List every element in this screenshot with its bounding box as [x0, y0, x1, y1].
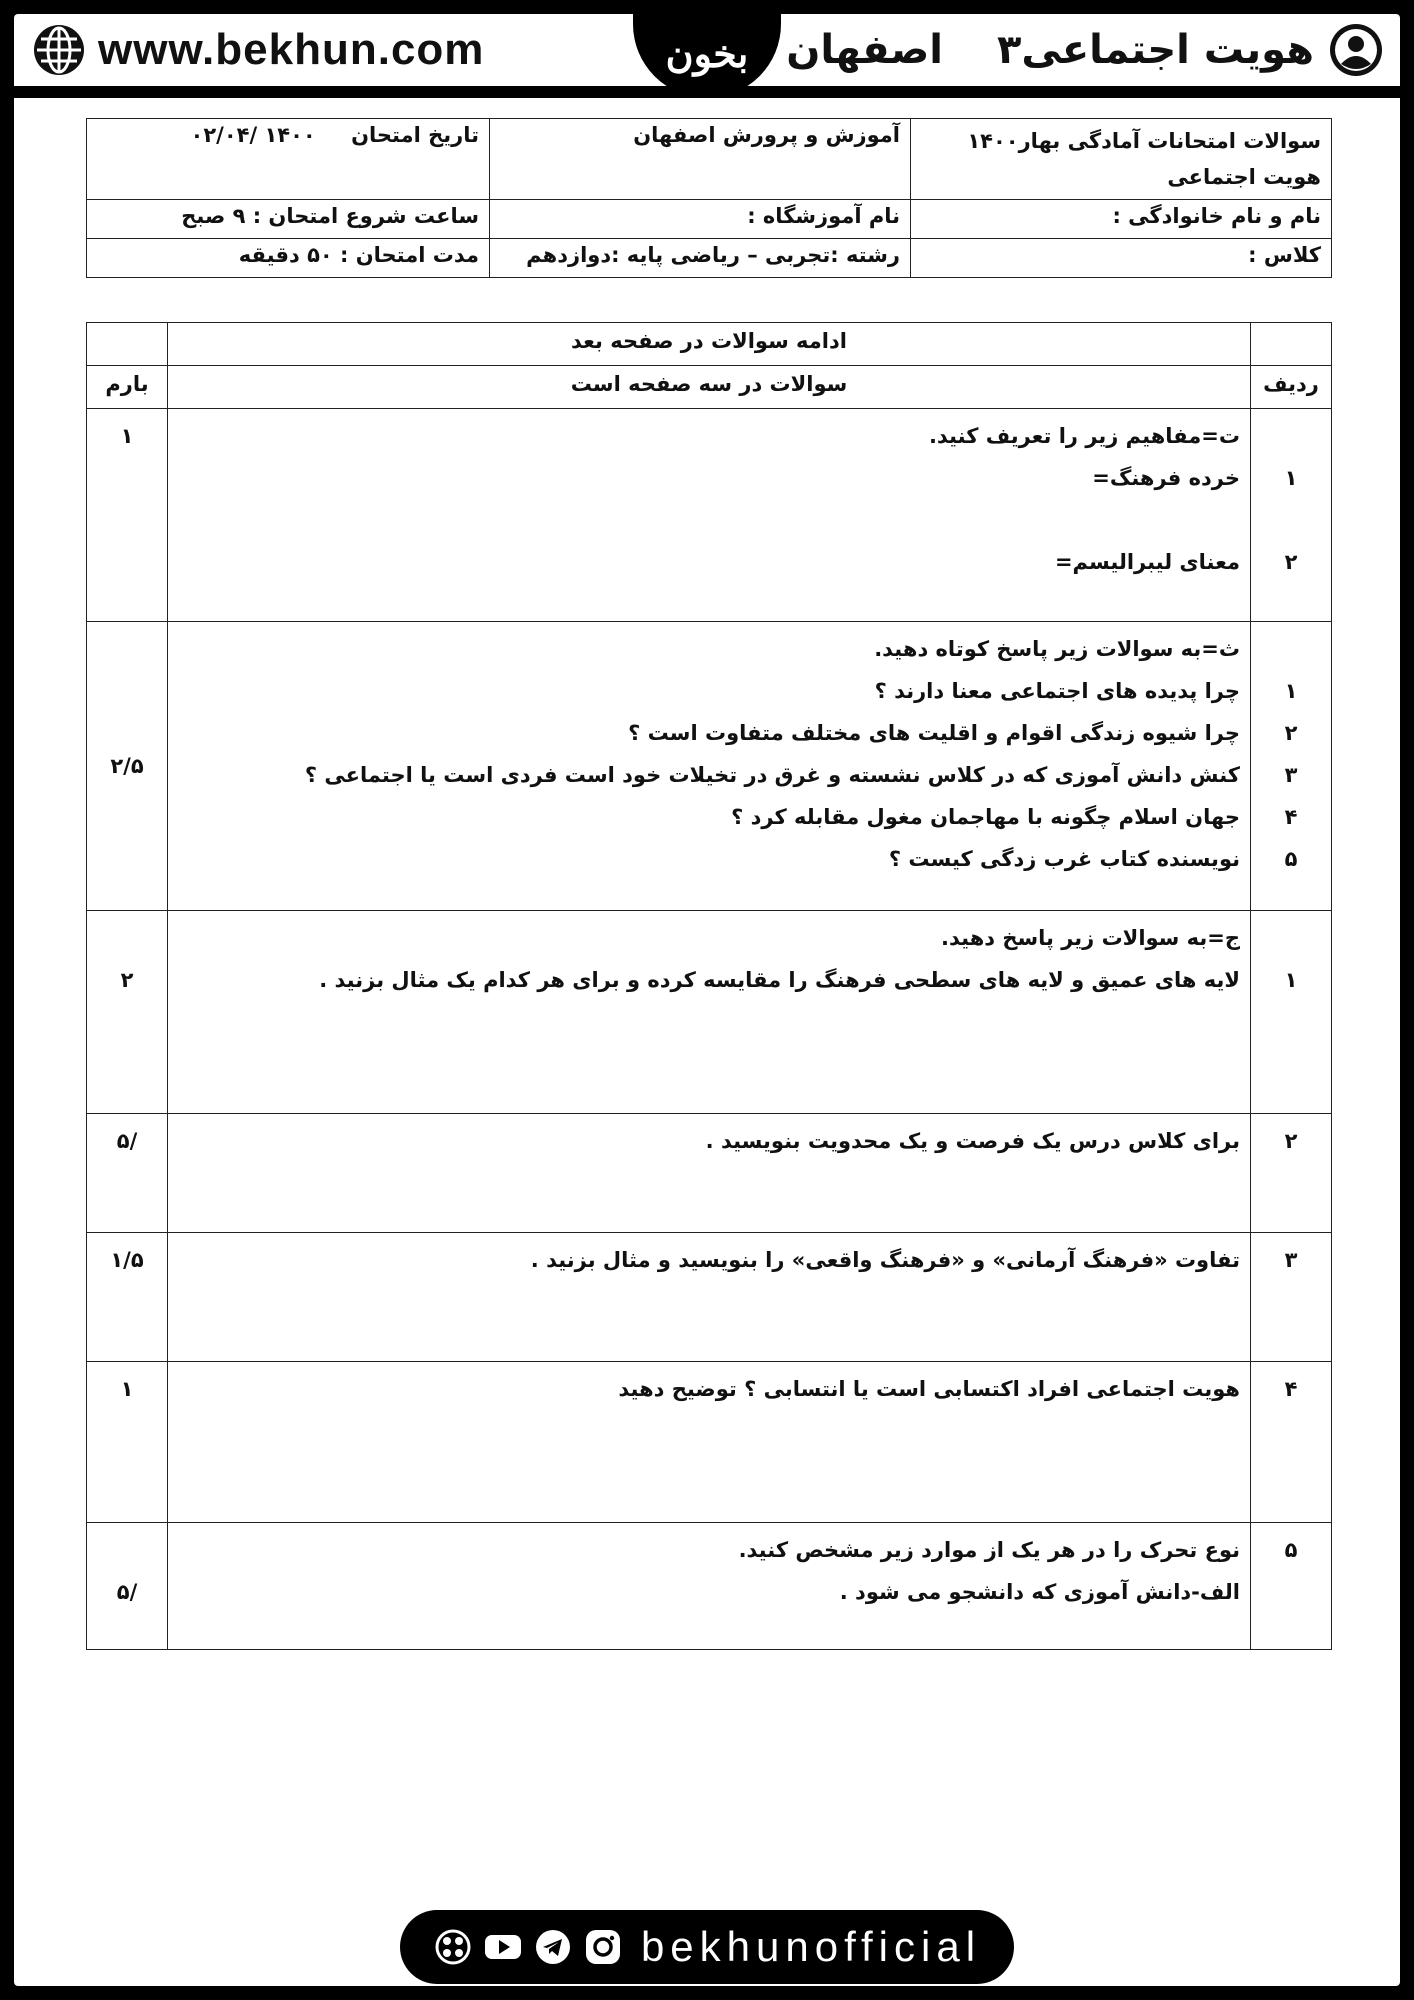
item-number: ۳ [1284, 763, 1298, 787]
question-text: چرا شیوه زندگی اقوام و اقلیت های مختلف متفاوت است ؟ [628, 721, 1240, 745]
question-text: جهان اسلام چگونه با مهاجمان مغول مقابله کرد ؟ [731, 805, 1240, 829]
question-text: تفاوت «فرهنگ آرمانی» و «فرهنگ واقعی» را بنویسید و مثال بزنید . [530, 1248, 1240, 1272]
item-number: ۴ [1284, 1377, 1298, 1401]
social-handle[interactable]: bekhunofficial [640, 1923, 982, 1970]
item-number: ۴ [1284, 805, 1298, 829]
school-cell [490, 200, 911, 239]
score-value: /۵ [116, 1129, 138, 1153]
user-icon [1328, 22, 1384, 78]
exam-page [14, 14, 1400, 1986]
instagram-icon[interactable] [583, 1927, 623, 1967]
social-footer [400, 1910, 1014, 1984]
section-define [87, 409, 1332, 622]
question-row [87, 1114, 1332, 1233]
question-text: کنش دانش آموزی که در کلاس نشسته و غرق در تخیلات خود است فردی است یا اجتماعی ؟ [304, 763, 1240, 787]
next-page-notice: ادامه سوالات در صفحه بعد [168, 323, 1251, 366]
student-name-label: نام و نام خانوادگی : [1112, 204, 1321, 228]
question-row [87, 1523, 1332, 1650]
start-time-cell [87, 200, 490, 239]
question-text: هویت اجتماعی افراد اکتسابی است یا انتسابی ؟ توضیح دهید [618, 1377, 1240, 1401]
globe-icon [32, 23, 86, 77]
question-text: معنای لیبرالیسم= [1054, 550, 1240, 574]
section-long-answer [87, 911, 1332, 1114]
student-name-cell [911, 200, 1332, 239]
subject-title: هویت اجتماعی۳ [996, 27, 1314, 73]
questions-table [86, 322, 1332, 1650]
exam-info-table [86, 118, 1332, 278]
date-value: ۱۴۰۰ /۰۲/۰۴ [190, 123, 316, 147]
exam-title-cell [911, 119, 1332, 200]
telegram-icon[interactable] [533, 1927, 573, 1967]
school-label: نام آموزشگاه : [747, 204, 900, 228]
exam-title: سوالات امتحانات آمادگی بهار۱۴۰۰ [967, 129, 1321, 153]
duration-cell [87, 239, 490, 278]
question-text: نوع تحرک را در هر یک از موارد زیر مشخص کنید. [738, 1538, 1240, 1562]
site-link[interactable] [32, 22, 484, 78]
question-text: چرا پدیده های اجتماعی معنا دارند ؟ [874, 679, 1240, 703]
header-divider [14, 86, 1400, 98]
question-row [87, 1362, 1332, 1523]
col-header-score: بارم [87, 366, 168, 409]
field-cell [490, 239, 911, 278]
score-value: ۱/۵ [110, 1248, 144, 1272]
question-row [87, 1233, 1332, 1362]
org-cell [490, 119, 911, 200]
score-value: ۲ [120, 968, 134, 992]
field-grade: رشته :تجربی – ریاضی پایه :دوازدهم [526, 243, 900, 267]
class-cell [911, 239, 1332, 278]
col-header-questions: سوالات در سه صفحه است [168, 366, 1251, 409]
score-value: /۵ [116, 1580, 138, 1604]
class-label: کلاس : [1248, 243, 1321, 267]
question-text: لایه های عمیق و لایه های سطحی فرهنگ را مقایسه کرده و برای هر کدام یک مثال بزنید . [319, 968, 1240, 992]
sub-question-text: الف-دانش آموزی که دانشجو می شود . [839, 1580, 1240, 1604]
start-time: ساعت شروع امتحان : ۹ صبح [181, 204, 479, 228]
item-number: ۲ [1284, 550, 1298, 574]
blank-cell [1251, 323, 1332, 366]
item-number: ۱ [1284, 679, 1298, 703]
section-heading: ت=مفاهیم زیر را تعریف کنید. [928, 424, 1240, 448]
blank-cell [87, 323, 168, 366]
date-label: تاریخ امتحان [351, 123, 479, 147]
question-text: خرده فرهنگ= [1092, 466, 1240, 490]
item-number: ۲ [1284, 1129, 1298, 1153]
item-number: ۵ [1284, 847, 1298, 871]
aparat-icon[interactable] [433, 1927, 473, 1967]
org-name: آموزش و پرورش اصفهان [633, 123, 900, 147]
section-heading: ج=به سوالات زیر پاسخ دهید. [941, 926, 1240, 950]
score-value: ۲/۵ [110, 754, 144, 778]
city-title: اصفهان [786, 27, 943, 73]
exam-subject: هویت اجتماعی [1167, 165, 1321, 189]
section-short-answer [87, 622, 1332, 911]
score-value: ۱ [120, 424, 134, 448]
section-heading: ث=به سوالات زیر پاسخ کوتاه دهید. [874, 637, 1240, 661]
item-number: ۵ [1284, 1538, 1298, 1562]
brand-logo-text: بخون [665, 31, 749, 76]
item-number: ۲ [1284, 721, 1298, 745]
date-cell [87, 119, 490, 200]
item-number: ۱ [1284, 466, 1298, 490]
question-text: نویسنده کتاب غرب زدگی کیست ؟ [888, 847, 1240, 871]
score-value: ۱ [120, 1377, 134, 1401]
item-number: ۱ [1284, 968, 1298, 992]
item-number: ۳ [1284, 1248, 1298, 1272]
page-title [786, 22, 1384, 78]
exam-duration: مدت امتحان : ۵۰ دقیقه [238, 243, 479, 267]
question-text: برای کلاس درس یک فرصت و یک محدویت بنویسید . [705, 1129, 1240, 1153]
col-header-row: ردیف [1251, 366, 1332, 409]
site-url[interactable]: www.bekhun.com [98, 25, 485, 74]
youtube-icon[interactable] [483, 1927, 523, 1967]
